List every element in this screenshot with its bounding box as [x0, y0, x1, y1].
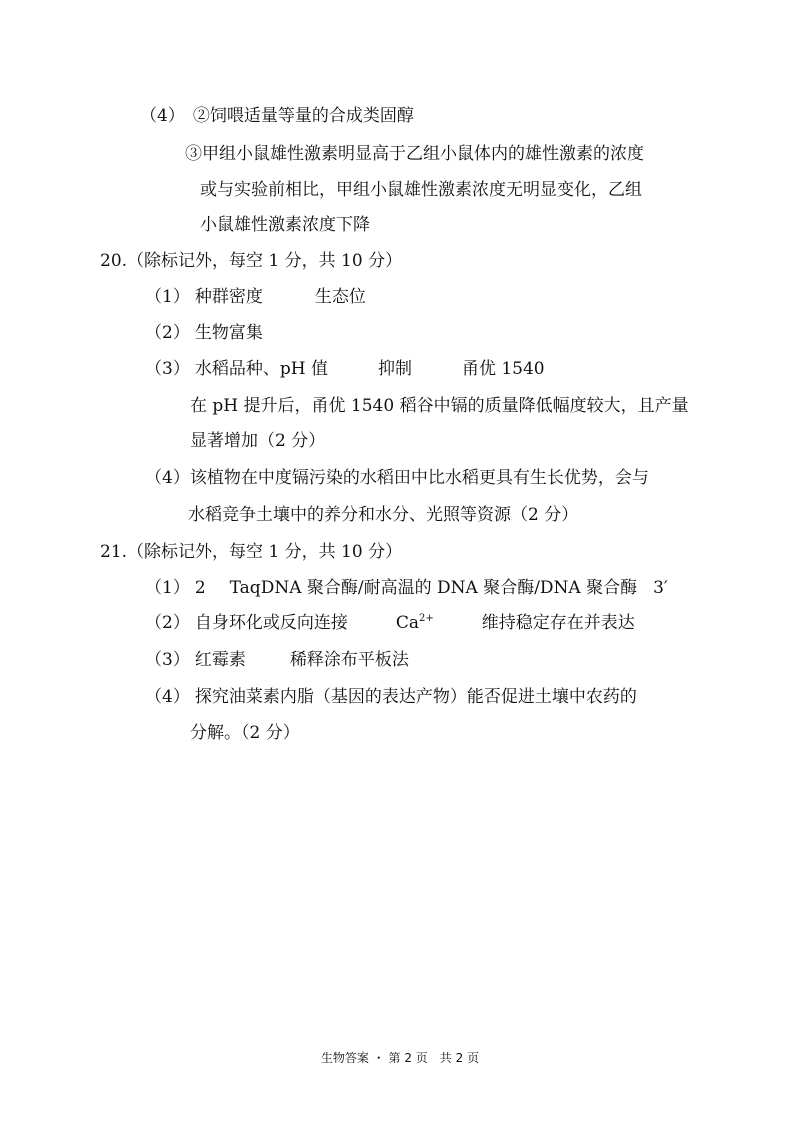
q21-1-answer-c: 3′	[653, 578, 668, 598]
q20-2	[145, 321, 263, 345]
q20-4-line1: （4）该植物在中度镉污染的水稻田中比水稻更具有生长优势，会与	[145, 468, 649, 488]
q21-3-answer-b: 稀释涂布平板法	[289, 650, 409, 670]
q19-4-line1	[140, 104, 414, 128]
q20-3	[145, 357, 545, 381]
q20-3-answer-b: 抑制	[377, 359, 412, 379]
q20-header: 20.（除标记外，每空 1 分，共 10 分）	[100, 251, 403, 271]
q20-2-answer: 生物富集	[194, 323, 263, 343]
q19-4-item3-line2: 或与实验前相比，甲组小鼠雄性激素浓度无明显变化，乙组	[200, 180, 642, 200]
q21-2-number: （2）	[145, 613, 190, 633]
q21-2-answer-b	[396, 613, 434, 633]
q19-4-number: （4）	[140, 106, 185, 126]
q21-1-answer-a: 2	[194, 578, 206, 598]
q20-2-number: （2）	[145, 323, 190, 343]
q19-4-item3-line3: 小鼠雄性激素浓度下降	[200, 215, 370, 235]
q21-header: 21.（除标记外，每空 1 分，共 10 分）	[100, 542, 403, 562]
q21-1-number: （1）	[145, 578, 190, 598]
q20-3-line2: 在 pH 提升后，甬优 1540 稻谷中镉的质量降低幅度较大，且产量	[190, 396, 689, 416]
q20-1-answer-a: 种群密度	[194, 287, 263, 307]
q21-4-answer-line1: 探究油菜素内脂（基因的表达产物）能否促进土壤中农药的	[194, 687, 637, 707]
q20-3-answer-c: 甬优 1540	[461, 359, 545, 379]
q21-3	[145, 648, 409, 672]
calcium-charge: 2+	[418, 613, 434, 624]
q21-1-answer-b: TaqDNA 聚合酶/耐高温的 DNA 聚合酶/DNA 聚合酶	[229, 578, 638, 598]
q20-1	[145, 285, 366, 309]
page-footer: 生物答案 ・ 第 2 页 共 2 页	[320, 1051, 480, 1065]
calcium-symbol: Ca	[395, 613, 419, 633]
q19-4-item3-line1: ③甲组小鼠雄性激素明显高于乙组小鼠体内的雄性激素的浓度	[185, 144, 644, 164]
q20-1-number: （1）	[145, 287, 190, 307]
q20-3-line3: 显著增加（2 分）	[190, 431, 326, 451]
q20-3-answer-a: 水稻品种、pH 值	[194, 359, 328, 379]
q19-4-item2: ②饲喂适量等量的合成类固醇	[192, 106, 414, 126]
q21-3-number: （3）	[145, 650, 190, 670]
q20-1-answer-b: 生态位	[314, 287, 366, 307]
q21-2-answer-a: 自身环化或反向连接	[194, 613, 348, 633]
q21-2-answer-c: 维持稳定存在并表达	[481, 613, 635, 633]
q21-4-number: （4）	[145, 687, 190, 707]
q20-4-line2: 水稻竞争土壤中的养分和水分、光照等资源（2 分）	[188, 505, 579, 525]
q21-1	[145, 576, 668, 600]
q21-4-line2: 分解。（2 分）	[190, 723, 300, 743]
q21-3-answer-a: 红霉素	[194, 650, 246, 670]
q20-3-number: （3）	[145, 359, 190, 379]
q21-4	[145, 685, 637, 709]
q21-2	[145, 611, 635, 635]
